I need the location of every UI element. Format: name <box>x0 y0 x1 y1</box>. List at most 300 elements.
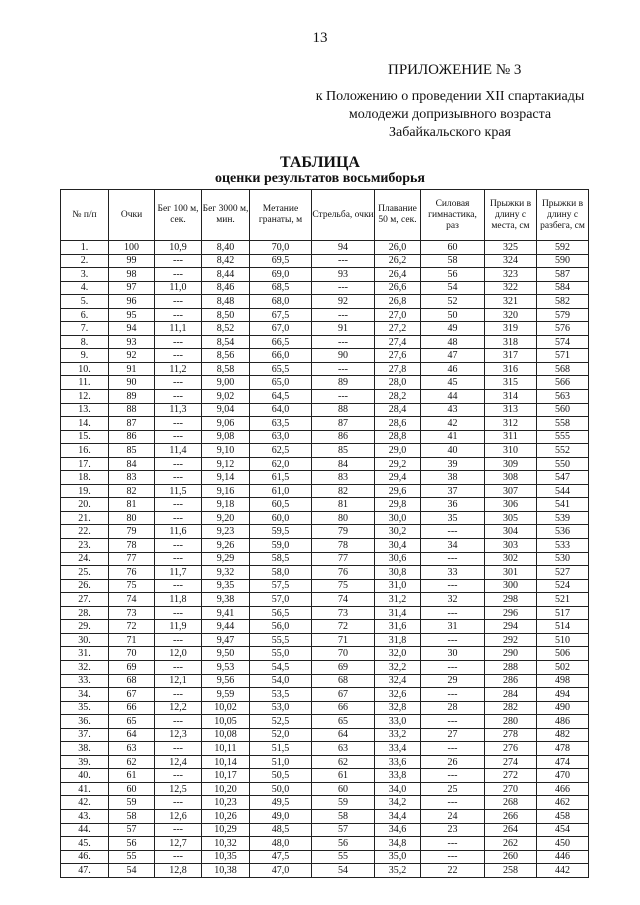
table-cell: 325 <box>485 241 537 255</box>
table-cell: --- <box>421 688 485 702</box>
table-cell: 11,9 <box>155 620 202 634</box>
table-cell: 576 <box>537 322 589 336</box>
table-row <box>61 308 589 322</box>
table-row <box>61 674 589 688</box>
table-cell: 10,38 <box>202 864 250 878</box>
table-cell: 32 <box>421 593 485 607</box>
table-row <box>61 471 589 485</box>
table-cell: 70,0 <box>250 241 312 255</box>
table-cell: --- <box>155 769 202 783</box>
table-cell: 9,23 <box>202 525 250 539</box>
table-cell: --- <box>155 335 202 349</box>
table-cell: 28. <box>61 606 109 620</box>
table-cell: 52,5 <box>250 715 312 729</box>
table-cell: 33,6 <box>375 755 421 769</box>
table-cell: 12,2 <box>155 701 202 715</box>
table-cell: --- <box>155 417 202 431</box>
table-row <box>61 322 589 336</box>
table-cell: 42. <box>61 796 109 810</box>
table-cell: 85 <box>312 444 375 458</box>
table-cell: 29,0 <box>375 444 421 458</box>
table-cell: 47. <box>61 864 109 878</box>
column-header: Прыжки в длину с места, см <box>485 190 537 241</box>
table-cell: 30,4 <box>375 539 421 553</box>
column-header: Прыжки в длину с разбега, см <box>537 190 589 241</box>
table-cell: 300 <box>485 579 537 593</box>
table-cell: 539 <box>537 511 589 525</box>
table-cell: 9,44 <box>202 620 250 634</box>
table-cell: 48 <box>421 335 485 349</box>
table-cell: 33 <box>421 566 485 580</box>
table-cell: --- <box>312 390 375 404</box>
table-cell: 568 <box>537 362 589 376</box>
table-cell: 11,4 <box>155 444 202 458</box>
table-cell: 33,0 <box>375 715 421 729</box>
table-cell: 28 <box>421 701 485 715</box>
table-cell: 8,58 <box>202 362 250 376</box>
table-cell: 470 <box>537 769 589 783</box>
table-cell: 80 <box>312 511 375 525</box>
table-cell: 20. <box>61 498 109 512</box>
table-cell: 50,5 <box>250 769 312 783</box>
table-cell: 34,2 <box>375 796 421 810</box>
table-cell: 550 <box>537 457 589 471</box>
table-cell: 32,4 <box>375 674 421 688</box>
table-row <box>61 525 589 539</box>
subtitle-line: молодежи допризывного возраста <box>348 107 552 122</box>
table-cell: 10,23 <box>202 796 250 810</box>
table-row <box>61 376 589 390</box>
table-cell: 27 <box>421 728 485 742</box>
table-cell: 26,0 <box>375 241 421 255</box>
table-cell: 62 <box>312 755 375 769</box>
table-cell: 10,11 <box>202 742 250 756</box>
table-cell: 12,1 <box>155 674 202 688</box>
table-cell: --- <box>155 742 202 756</box>
table-header-row <box>61 190 589 241</box>
table-row <box>61 457 589 471</box>
table-cell: 558 <box>537 417 589 431</box>
table-cell: 37 <box>421 484 485 498</box>
table-cell: 69,5 <box>250 254 312 268</box>
table-cell: 92 <box>109 349 155 363</box>
table-row <box>61 281 589 295</box>
table-cell: 12,8 <box>155 864 202 878</box>
table-cell: 50 <box>421 308 485 322</box>
table-cell: 29 <box>421 674 485 688</box>
table-cell: 11. <box>61 376 109 390</box>
table-cell: 31,0 <box>375 579 421 593</box>
column-header: Бег 3000 м, мин. <box>202 190 250 241</box>
table-cell: 44 <box>421 390 485 404</box>
table-cell: --- <box>155 498 202 512</box>
table-cell: 99 <box>109 254 155 268</box>
table-cell: 9,18 <box>202 498 250 512</box>
column-header: Очки <box>109 190 155 241</box>
table-cell: 320 <box>485 308 537 322</box>
table-cell: 21. <box>61 511 109 525</box>
table-cell: 31. <box>61 647 109 661</box>
table-cell: 9,00 <box>202 376 250 390</box>
table-cell: 514 <box>537 620 589 634</box>
table-cell: 278 <box>485 728 537 742</box>
table-cell: 78 <box>109 539 155 553</box>
table-cell: 312 <box>485 417 537 431</box>
table-cell: 26,2 <box>375 254 421 268</box>
table-cell: --- <box>421 715 485 729</box>
table-row <box>61 593 589 607</box>
table-cell: 12,7 <box>155 837 202 851</box>
table-cell: 64 <box>109 728 155 742</box>
table-cell: 80 <box>109 511 155 525</box>
table-cell: 9. <box>61 349 109 363</box>
table-cell: 59 <box>312 796 375 810</box>
table-cell: 27. <box>61 593 109 607</box>
table-cell: 36. <box>61 715 109 729</box>
table-cell: 55 <box>312 850 375 864</box>
table-cell: 79 <box>109 525 155 539</box>
table-cell: 53,0 <box>250 701 312 715</box>
table-cell: 44. <box>61 823 109 837</box>
table-cell: 10,32 <box>202 837 250 851</box>
table-row <box>61 620 589 634</box>
table-cell: --- <box>155 660 202 674</box>
table-cell: 89 <box>312 376 375 390</box>
table-cell: 29,4 <box>375 471 421 485</box>
table-cell: 11,6 <box>155 525 202 539</box>
table-cell: 45 <box>421 376 485 390</box>
table-row <box>61 444 589 458</box>
table-cell: 31,2 <box>375 593 421 607</box>
table-cell: 506 <box>537 647 589 661</box>
table-cell: --- <box>312 281 375 295</box>
table-cell: 308 <box>485 471 537 485</box>
table-cell: 9,53 <box>202 660 250 674</box>
table-cell: 11,5 <box>155 484 202 498</box>
table-cell: 8,50 <box>202 308 250 322</box>
table-cell: 10,35 <box>202 850 250 864</box>
table-cell: --- <box>421 606 485 620</box>
table-cell: 502 <box>537 660 589 674</box>
table-cell: 58,0 <box>250 566 312 580</box>
table-cell: 65,5 <box>250 362 312 376</box>
table-cell: 56 <box>421 268 485 282</box>
table-cell: 474 <box>537 755 589 769</box>
table-cell: 93 <box>312 268 375 282</box>
table-cell: 292 <box>485 633 537 647</box>
table-cell: 10,02 <box>202 701 250 715</box>
table-cell: 9,38 <box>202 593 250 607</box>
table-cell: 319 <box>485 322 537 336</box>
table-cell: 8. <box>61 335 109 349</box>
table-cell: 91 <box>109 362 155 376</box>
table-cell: 83 <box>109 471 155 485</box>
table-cell: 39 <box>421 457 485 471</box>
table-cell: 30,2 <box>375 525 421 539</box>
table-row <box>61 701 589 715</box>
table-cell: 315 <box>485 376 537 390</box>
table-row <box>61 850 589 864</box>
table-cell: 82 <box>312 484 375 498</box>
table-cell: 510 <box>537 633 589 647</box>
table-cell: --- <box>421 796 485 810</box>
table-row <box>61 390 589 404</box>
table-cell: 84 <box>109 457 155 471</box>
table-cell: 8,40 <box>202 241 250 255</box>
table-cell: 26,4 <box>375 268 421 282</box>
table-cell: 66,5 <box>250 335 312 349</box>
table-cell: 85 <box>109 444 155 458</box>
table-cell: 56,0 <box>250 620 312 634</box>
table-cell: 314 <box>485 390 537 404</box>
table-cell: 67,5 <box>250 308 312 322</box>
table-cell: 521 <box>537 593 589 607</box>
table-cell: 316 <box>485 362 537 376</box>
table-cell: 43. <box>61 809 109 823</box>
table-cell: 63,5 <box>250 417 312 431</box>
table-cell: 9,14 <box>202 471 250 485</box>
table-cell: --- <box>155 796 202 810</box>
table-cell: 304 <box>485 525 537 539</box>
table-cell: 46. <box>61 850 109 864</box>
table-cell: --- <box>421 837 485 851</box>
table-cell: 60 <box>312 782 375 796</box>
table-cell: --- <box>155 295 202 309</box>
table-cell: 61 <box>109 769 155 783</box>
table-cell: 34,0 <box>375 782 421 796</box>
column-header: № п/п <box>61 190 109 241</box>
table-cell: 82 <box>109 484 155 498</box>
table-cell: 10,17 <box>202 769 250 783</box>
table-cell: 86 <box>312 430 375 444</box>
table-cell: 40. <box>61 769 109 783</box>
table-cell: 61 <box>312 769 375 783</box>
table-cell: --- <box>155 308 202 322</box>
table-cell: 1. <box>61 241 109 255</box>
table-cell: 76 <box>312 566 375 580</box>
table-cell: 65 <box>109 715 155 729</box>
table-cell: 27,4 <box>375 335 421 349</box>
table-cell: 10. <box>61 362 109 376</box>
table-cell: 61,0 <box>250 484 312 498</box>
table-row <box>61 688 589 702</box>
table-cell: 490 <box>537 701 589 715</box>
table-cell: 324 <box>485 254 537 268</box>
table-cell: 582 <box>537 295 589 309</box>
table-cell: 19. <box>61 484 109 498</box>
table-cell: 28,2 <box>375 390 421 404</box>
table-row <box>61 484 589 498</box>
table-cell: 309 <box>485 457 537 471</box>
table-cell: 30 <box>421 647 485 661</box>
table-cell: 67 <box>312 688 375 702</box>
table-cell: 47,5 <box>250 850 312 864</box>
table-cell: 272 <box>485 769 537 783</box>
table-cell: 70 <box>109 647 155 661</box>
table-cell: 74 <box>312 593 375 607</box>
table-cell: 32,2 <box>375 660 421 674</box>
table-cell: 478 <box>537 742 589 756</box>
table-cell: 555 <box>537 430 589 444</box>
table-cell: 72 <box>109 620 155 634</box>
table-cell: 28,8 <box>375 430 421 444</box>
table-cell: 9,41 <box>202 606 250 620</box>
table-cell: 38 <box>421 471 485 485</box>
table-row <box>61 403 589 417</box>
table-cell: 9,59 <box>202 688 250 702</box>
table-row <box>61 254 589 268</box>
table-row <box>61 837 589 851</box>
table-cell: 54 <box>312 864 375 878</box>
table-cell: --- <box>421 633 485 647</box>
table-cell: 47 <box>421 349 485 363</box>
table-body <box>61 241 589 878</box>
table-cell: 12,4 <box>155 755 202 769</box>
table-cell: --- <box>421 579 485 593</box>
table-row <box>61 647 589 661</box>
table-cell: 65,0 <box>250 376 312 390</box>
table-cell: 462 <box>537 796 589 810</box>
table-cell: 9,06 <box>202 417 250 431</box>
table-cell: 13. <box>61 403 109 417</box>
table-cell: 41. <box>61 782 109 796</box>
table-cell: 77 <box>312 552 375 566</box>
table-cell: 318 <box>485 335 537 349</box>
table-cell: 88 <box>312 403 375 417</box>
table-cell: 10,20 <box>202 782 250 796</box>
table-cell: 30. <box>61 633 109 647</box>
table-cell: 288 <box>485 660 537 674</box>
table-cell: 303 <box>485 539 537 553</box>
table-cell: 31,4 <box>375 606 421 620</box>
table-cell: 54,0 <box>250 674 312 688</box>
table-cell: 55,0 <box>250 647 312 661</box>
table-cell: 67,0 <box>250 322 312 336</box>
table-cell: 24. <box>61 552 109 566</box>
table-cell: 321 <box>485 295 537 309</box>
table-cell: 18. <box>61 471 109 485</box>
table-cell: 59,5 <box>250 525 312 539</box>
table-cell: 305 <box>485 511 537 525</box>
table-cell: 58 <box>109 809 155 823</box>
table-cell: 90 <box>312 349 375 363</box>
table-cell: 9,32 <box>202 566 250 580</box>
table-cell: 30,0 <box>375 511 421 525</box>
table-cell: 58,5 <box>250 552 312 566</box>
table-cell: 57,0 <box>250 593 312 607</box>
table-row <box>61 742 589 756</box>
column-header: Плавание 50 м, сек. <box>375 190 421 241</box>
table-cell: 23 <box>421 823 485 837</box>
table-cell: 63 <box>109 742 155 756</box>
table-cell: 35. <box>61 701 109 715</box>
table-cell: 10,05 <box>202 715 250 729</box>
table-cell: 56 <box>312 837 375 851</box>
table-cell: 590 <box>537 254 589 268</box>
table-cell: 260 <box>485 850 537 864</box>
table-cell: 29,2 <box>375 457 421 471</box>
table-cell: 57,5 <box>250 579 312 593</box>
table-cell: 47,0 <box>250 864 312 878</box>
table-cell: 571 <box>537 349 589 363</box>
table-cell: 62 <box>109 755 155 769</box>
table-cell: 68 <box>109 674 155 688</box>
table-cell: 12,5 <box>155 782 202 796</box>
table-cell: 10,29 <box>202 823 250 837</box>
table-cell: 69 <box>312 660 375 674</box>
table-cell: 64,5 <box>250 390 312 404</box>
table-cell: 52,0 <box>250 728 312 742</box>
table-cell: 28,4 <box>375 403 421 417</box>
table-cell: 584 <box>537 281 589 295</box>
table-cell: 49,0 <box>250 809 312 823</box>
table-cell: 36 <box>421 498 485 512</box>
table-cell: 96 <box>109 295 155 309</box>
table-cell: 2. <box>61 254 109 268</box>
table-cell: --- <box>312 335 375 349</box>
table-cell: 25 <box>421 782 485 796</box>
table-cell: 28,0 <box>375 376 421 390</box>
table-cell: 67 <box>109 688 155 702</box>
table-cell: 32,0 <box>375 647 421 661</box>
table-cell: 49,5 <box>250 796 312 810</box>
table-cell: 60 <box>109 782 155 796</box>
table-cell: 552 <box>537 444 589 458</box>
table-cell: --- <box>312 362 375 376</box>
table-cell: 38. <box>61 742 109 756</box>
table-cell: 8,52 <box>202 322 250 336</box>
table-cell: 33,8 <box>375 769 421 783</box>
table-cell: --- <box>155 390 202 404</box>
table-cell: 6. <box>61 308 109 322</box>
table-cell: --- <box>155 688 202 702</box>
table-cell: 88 <box>109 403 155 417</box>
table-cell: 11,2 <box>155 362 202 376</box>
table-cell: 9,10 <box>202 444 250 458</box>
table-cell: 10,14 <box>202 755 250 769</box>
table-cell: 11,0 <box>155 281 202 295</box>
table-cell: 301 <box>485 566 537 580</box>
table-cell: 446 <box>537 850 589 864</box>
table-cell: 494 <box>537 688 589 702</box>
table-cell: 12,6 <box>155 809 202 823</box>
table-cell: 34. <box>61 688 109 702</box>
table-cell: 35,0 <box>375 850 421 864</box>
table-cell: 39. <box>61 755 109 769</box>
table-cell: 12,3 <box>155 728 202 742</box>
table-cell: 27,6 <box>375 349 421 363</box>
table-cell: 9,56 <box>202 674 250 688</box>
table-cell: 9,26 <box>202 539 250 553</box>
table-cell: 28,6 <box>375 417 421 431</box>
table-cell: 56,5 <box>250 606 312 620</box>
table-row <box>61 417 589 431</box>
table-cell: 83 <box>312 471 375 485</box>
table-cell: 12. <box>61 390 109 404</box>
table-cell: 466 <box>537 782 589 796</box>
table-cell: 11,8 <box>155 593 202 607</box>
table-cell: --- <box>155 579 202 593</box>
table-cell: 34,6 <box>375 823 421 837</box>
table-cell: 317 <box>485 349 537 363</box>
table-cell: 33. <box>61 674 109 688</box>
table-cell: 33,2 <box>375 728 421 742</box>
table-cell: 563 <box>537 390 589 404</box>
column-header: Метание гранаты, м <box>250 190 312 241</box>
table-cell: 40 <box>421 444 485 458</box>
table-cell: 11,1 <box>155 322 202 336</box>
table-cell: 74 <box>109 593 155 607</box>
